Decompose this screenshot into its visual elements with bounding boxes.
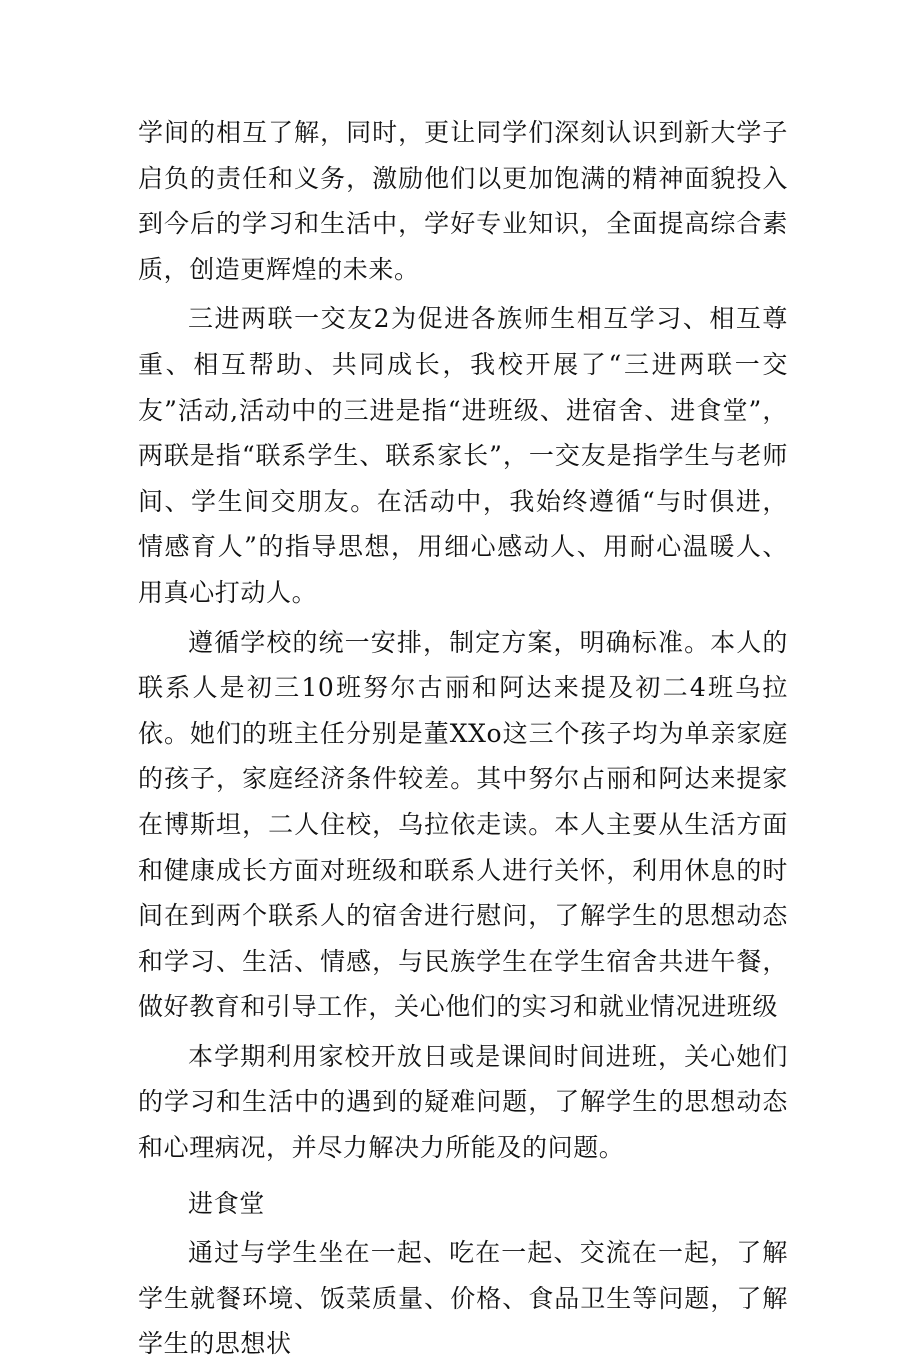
document-body: [138, 110, 788, 1367]
paragraph-classroom-visits: 本学期利用家校开放日或是课间时间进班，关心她们的学习和生活中的遇到的疑难问题，了解学生的思想动态和心理病况，并尽力解决力所能及的问题。: [138, 1041, 788, 1163]
paragraph-canteen: 通过与学生坐在一起、吃在一起、交流在一起，了解学生就餐环境、饭菜质量、价格、食品卫生等问题，了解学生的思想状: [138, 1238, 788, 1359]
paragraph-arrangement: 遵循学校的统一安排，制定方案，明确标准。本人的联系人是初三10班努尔古丽和阿达来提及初二4班乌拉依。她们的班主任分别是董XXo这三个孩子均为单亲家庭的孩子，家庭经济条件较差。其中努尔占丽和阿达来提家在博斯坦，二人住校，乌拉依走读。本人主要从生活方面和健康成长方面对班级和联系人进行关怀，利用休息的时间在到两个联系人的宿舍进行慰问，了解学生的思想动态和学习、生活、情感，与民族学生在学生宿舍共进午餐，做好教育和引导工作，关心他们的实习和就业情况进班级: [138, 627, 788, 1022]
section-heading-canteen: 进食堂: [188, 1188, 265, 1218]
paragraph-continuation: 学间的相互了解，同时，更让同学们深刻认识到新大学子启负的责任和义务，激励他们以更加饱满的精神面貌投入到今后的学习和生活中，学好专业知识，全面提高综合素质，创造更辉煌的未来。: [138, 118, 788, 284]
paragraph-three-visits: 三进两联一交友2为促进各族师生相互学习、相互尊重、相互帮助、共同成长，我校开展了“三进两联一交友”活动,活动中的三进是指“进班级、进宿舍、进食堂”，两联是指“联系学生、联系家长”，一交友是指学生与老师间、学生间交朋友。在活动中，我始终遵循“与时俱进，情感育人”的指导思想，用细心感动人、用耐心温暖人、用真心打动人。: [138, 304, 788, 607]
